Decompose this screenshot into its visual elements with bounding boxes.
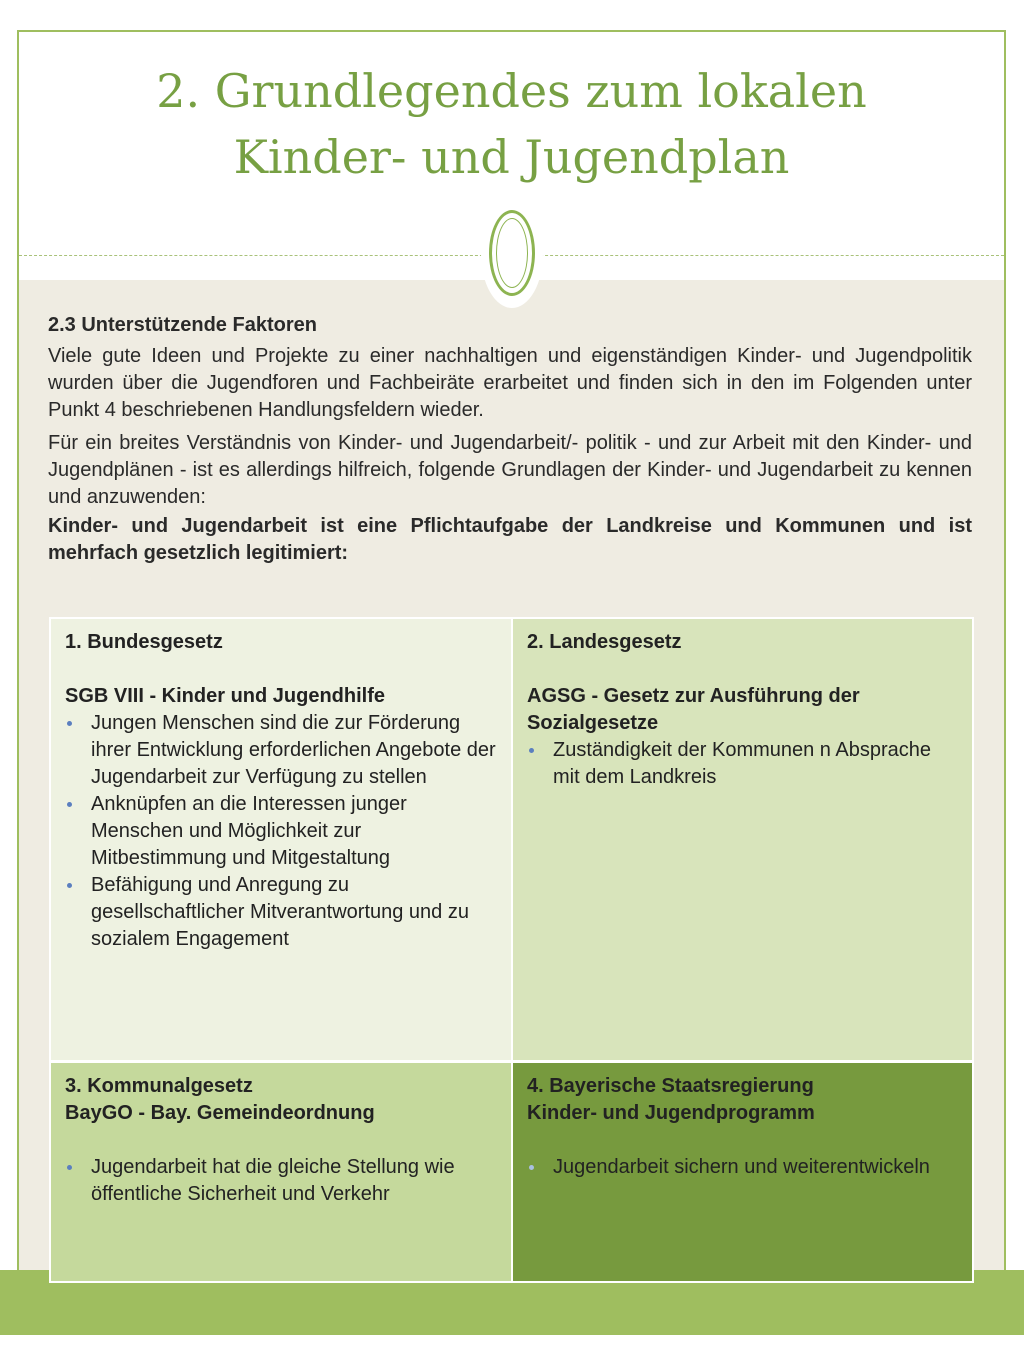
- list-item: Jugendarbeit sichern und weiterentwickeln: [527, 1154, 958, 1181]
- bullet-dot-icon: [67, 802, 72, 807]
- intro-paragraph: Viele gute Ideen und Projekte zu einer nachhaltigen und eigenständigen Kinder- und Jugendpolitik wurden über die Jugendforen und Fachbeiräte erarbeitet und finden sich in den im Folgenden unter Punkt 4 beschriebenen Handlungsfeldern wieder.: [48, 345, 972, 421]
- bullet-dot-icon: [67, 883, 72, 888]
- list-item: Jugendarbeit hat die gleiche Stellung wie öffentliche Sicherheit und Verkehr: [65, 1154, 497, 1208]
- basis-paragraph: Für ein breites Verständnis von Kinder- und Jugendarbeit/- politik - und zur Arbeit mit den Kinder- und Jugendplänen - ist es allerdings hilfreich, folgende Grundlagen der Kinder- und Jugendarbeit zu kennen und anzuwenden:: [48, 432, 972, 508]
- cell-staatsregierung: [513, 1063, 972, 1281]
- title-line-2: Kinder- und Jugendplan: [233, 130, 790, 184]
- cell-subtitle: BayGO - Bay. Gemeindeordnung: [65, 1102, 375, 1124]
- legal-statement: Kinder- und Jugendarbeit ist eine Pflichtaufgabe der Landkreise und Kommunen und ist mehrfach gesetzlich legitimiert:: [48, 515, 972, 564]
- title-line-1: 2. Grundlegendes zum lokalen: [156, 64, 867, 118]
- cell-title: 3. Kommunalgesetz: [65, 1075, 253, 1097]
- oval-ornament-inner-icon: [496, 218, 528, 288]
- page-title: [19, 58, 1004, 190]
- list-item: Anknüpfen an die Interessen junger Menschen und Möglichkeit zur Mitbestimmung und Mitgestaltung: [65, 791, 497, 872]
- section-content: [48, 312, 972, 567]
- bullet-dot-icon: [67, 1165, 72, 1170]
- bullet-dot-icon: [529, 748, 534, 753]
- section-heading: 2.3 Unterstützende Faktoren: [48, 314, 317, 336]
- bullet-list: [527, 1154, 958, 1181]
- bullet-dot-icon: [67, 721, 72, 726]
- cell-subtitle: SGB VIII - Kinder und Jugendhilfe: [65, 685, 386, 707]
- law-grid: [49, 617, 974, 1283]
- bullet-dot-icon: [529, 1165, 534, 1170]
- list-item: Befähigung und Anregung zu gesellschaftlicher Mitverantwortung und zu sozialem Engagement: [65, 872, 497, 953]
- list-item: Zuständigkeit der Kommunen n Absprache mit dem Landkreis: [527, 737, 958, 791]
- cell-title: 2. Landesgesetz: [527, 631, 682, 653]
- cell-subtitle: Kinder- und Jugendprogramm: [527, 1102, 815, 1124]
- cell-title: 1. Bundesgesetz: [65, 631, 223, 653]
- cell-landesgesetz: [513, 619, 972, 1063]
- cell-kommunalgesetz: [51, 1063, 513, 1281]
- cell-title: 4. Bayerische Staatsregierung: [527, 1075, 814, 1097]
- bullet-list: [527, 737, 958, 791]
- cell-bundesgesetz: [51, 619, 513, 1063]
- bullet-list: [65, 710, 497, 953]
- cell-subtitle: AGSG - Gesetz zur Ausführung der Sozialgesetze: [527, 685, 860, 734]
- bullet-list: [65, 1154, 497, 1208]
- list-item: Jungen Menschen sind die zur Förderung ihrer Entwicklung erforderlichen Angebote der Jugendarbeit zur Verfügung zu stellen: [65, 710, 497, 791]
